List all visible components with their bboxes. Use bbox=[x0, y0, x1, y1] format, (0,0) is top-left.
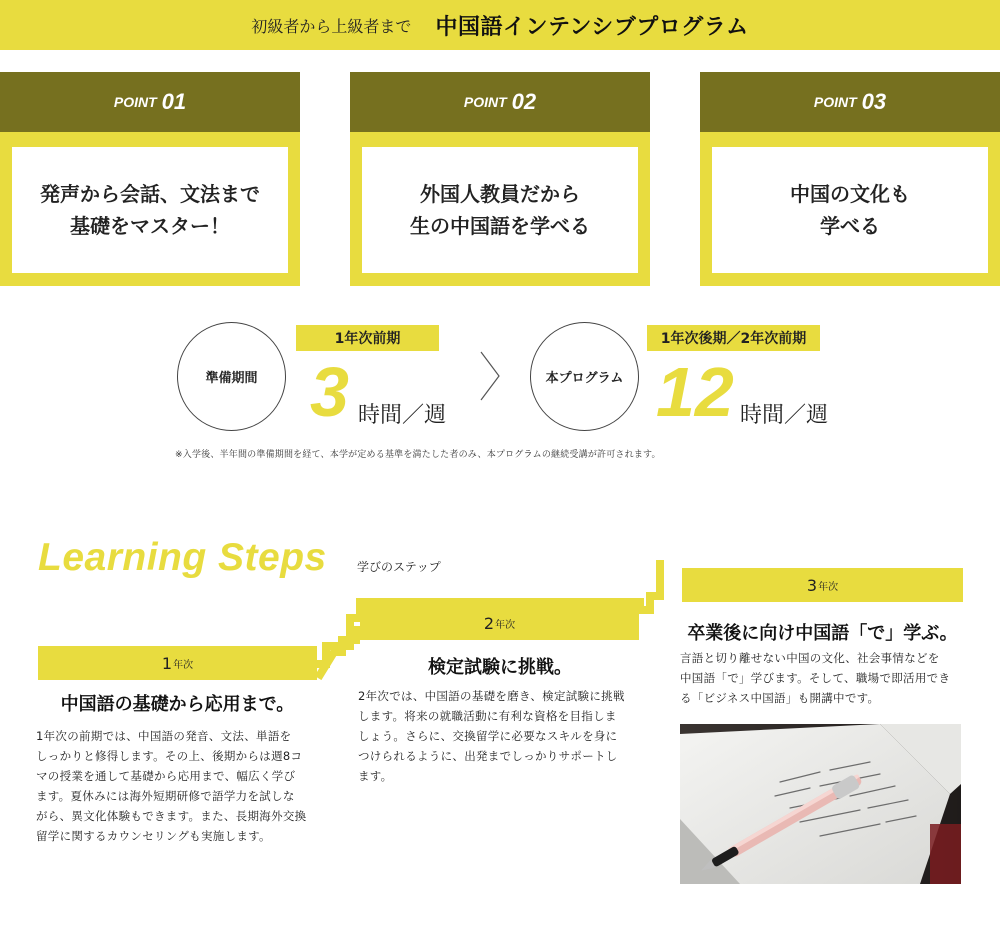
text-line: マの授業を通して基礎から応用まで、幅広く学び bbox=[36, 769, 296, 783]
step-2-heading: 検定試験に挑戦。 bbox=[428, 657, 572, 678]
point-header bbox=[350, 72, 650, 132]
point-text-line: 発声から会話、文法まで bbox=[40, 182, 260, 206]
text-line: ます。 bbox=[358, 769, 393, 783]
text-line: がら、異文化体験もできます。また、長期海外交換 bbox=[36, 809, 307, 823]
point-body bbox=[362, 147, 638, 273]
step-3-text bbox=[680, 648, 965, 708]
point-number: 03 bbox=[861, 89, 887, 114]
learning-steps-subtitle: 学びのステップ bbox=[357, 560, 441, 574]
step-year: 2 bbox=[483, 613, 495, 633]
main-program-circle: 本プログラム bbox=[530, 322, 639, 431]
point-text-line: 外国人教員だから bbox=[420, 182, 580, 206]
text-line: つけられるように、出発までしっかりサポートし bbox=[358, 749, 618, 763]
point-text-line: 生の中国語を学べる bbox=[410, 214, 590, 238]
prep-period-label: 1年次前期 bbox=[296, 325, 439, 351]
point-label: POINT bbox=[813, 94, 857, 110]
point-header bbox=[700, 72, 1000, 132]
text-line: る「ビジネス中国語」も開講中です。 bbox=[680, 691, 880, 705]
point-card-2 bbox=[350, 72, 650, 286]
step-1-label bbox=[38, 646, 317, 680]
text-line: しっかりと修得します。その上、後期からは週8コ bbox=[36, 749, 303, 763]
learning-steps-title: Learning Steps bbox=[38, 536, 327, 579]
text-line: 中国語「で」学びます。そして、職場で即活用でき bbox=[680, 671, 951, 685]
step-year: 3 bbox=[806, 575, 818, 595]
point-body bbox=[712, 147, 988, 273]
chevron-right-icon bbox=[478, 350, 502, 402]
text-line: 留学に関するカウンセリングも実施します。 bbox=[36, 829, 271, 843]
point-text-line: 基礎をマスター！ bbox=[70, 214, 230, 238]
prep-hours-unit: 時間／週 bbox=[358, 403, 447, 428]
point-text-line: 学べる bbox=[820, 214, 880, 238]
point-card-3 bbox=[700, 72, 1000, 286]
step-1-heading: 中国語の基礎から応用まで。 bbox=[60, 694, 295, 715]
step-1-text bbox=[36, 726, 326, 846]
point-label: POINT bbox=[113, 94, 157, 110]
main-hours-number: 12 bbox=[656, 353, 734, 431]
step-3-heading: 卒業後に向け中国語「で」学ぶ。 bbox=[687, 623, 958, 644]
program-note: ※入学後、半年間の準備期間を経て、本学が定める基準を満たした者のみ、本プログラムの継続受講が許可されます。 bbox=[175, 450, 661, 460]
step-year-suffix: 年次 bbox=[495, 619, 516, 631]
text-line: します。将来の就職活動に有利な資格を目指しま bbox=[358, 709, 617, 723]
main-hours-unit: 時間／週 bbox=[740, 403, 829, 428]
step-2-label bbox=[360, 606, 639, 640]
step-2-text bbox=[358, 686, 648, 786]
step-year: 1 bbox=[161, 653, 173, 673]
banner-subtitle: 初級者から上級者まで bbox=[251, 16, 412, 36]
point-header bbox=[0, 72, 300, 132]
point-label: POINT bbox=[463, 94, 507, 110]
text-line: 言語と切り離せない中国の文化、社会事情などを bbox=[680, 651, 940, 665]
step-year-suffix: 年次 bbox=[818, 581, 839, 593]
notebook-pen-photo bbox=[680, 724, 961, 884]
main-program-label: 1年次後期／2年次前期 bbox=[647, 325, 820, 351]
notebook-pen-illustration bbox=[680, 724, 961, 884]
top-banner bbox=[0, 0, 1000, 50]
point-number: 02 bbox=[511, 89, 537, 114]
prep-hours-number: 3 bbox=[310, 353, 349, 431]
point-text-line: 中国の文化も bbox=[790, 182, 910, 206]
point-card-1 bbox=[0, 72, 300, 286]
step-year-suffix: 年次 bbox=[173, 659, 194, 671]
point-number: 01 bbox=[161, 89, 187, 114]
text-line: 1年次の前期では、中国語の発音、文法、単語を bbox=[36, 729, 292, 743]
prep-period-circle: 準備期間 bbox=[177, 322, 286, 431]
text-line: ます。夏休みには海外短期研修で語学力を試しな bbox=[36, 789, 295, 803]
step-3-label bbox=[682, 568, 963, 602]
text-line: しょう。さらに、交換留学に必要なスキルを身に bbox=[358, 729, 618, 743]
point-body bbox=[12, 147, 288, 273]
text-line: 2年次では、中国語の基礎を磨き、検定試験に挑戦 bbox=[358, 689, 625, 703]
banner-title: 中国語インテンシブプログラム bbox=[435, 14, 749, 40]
